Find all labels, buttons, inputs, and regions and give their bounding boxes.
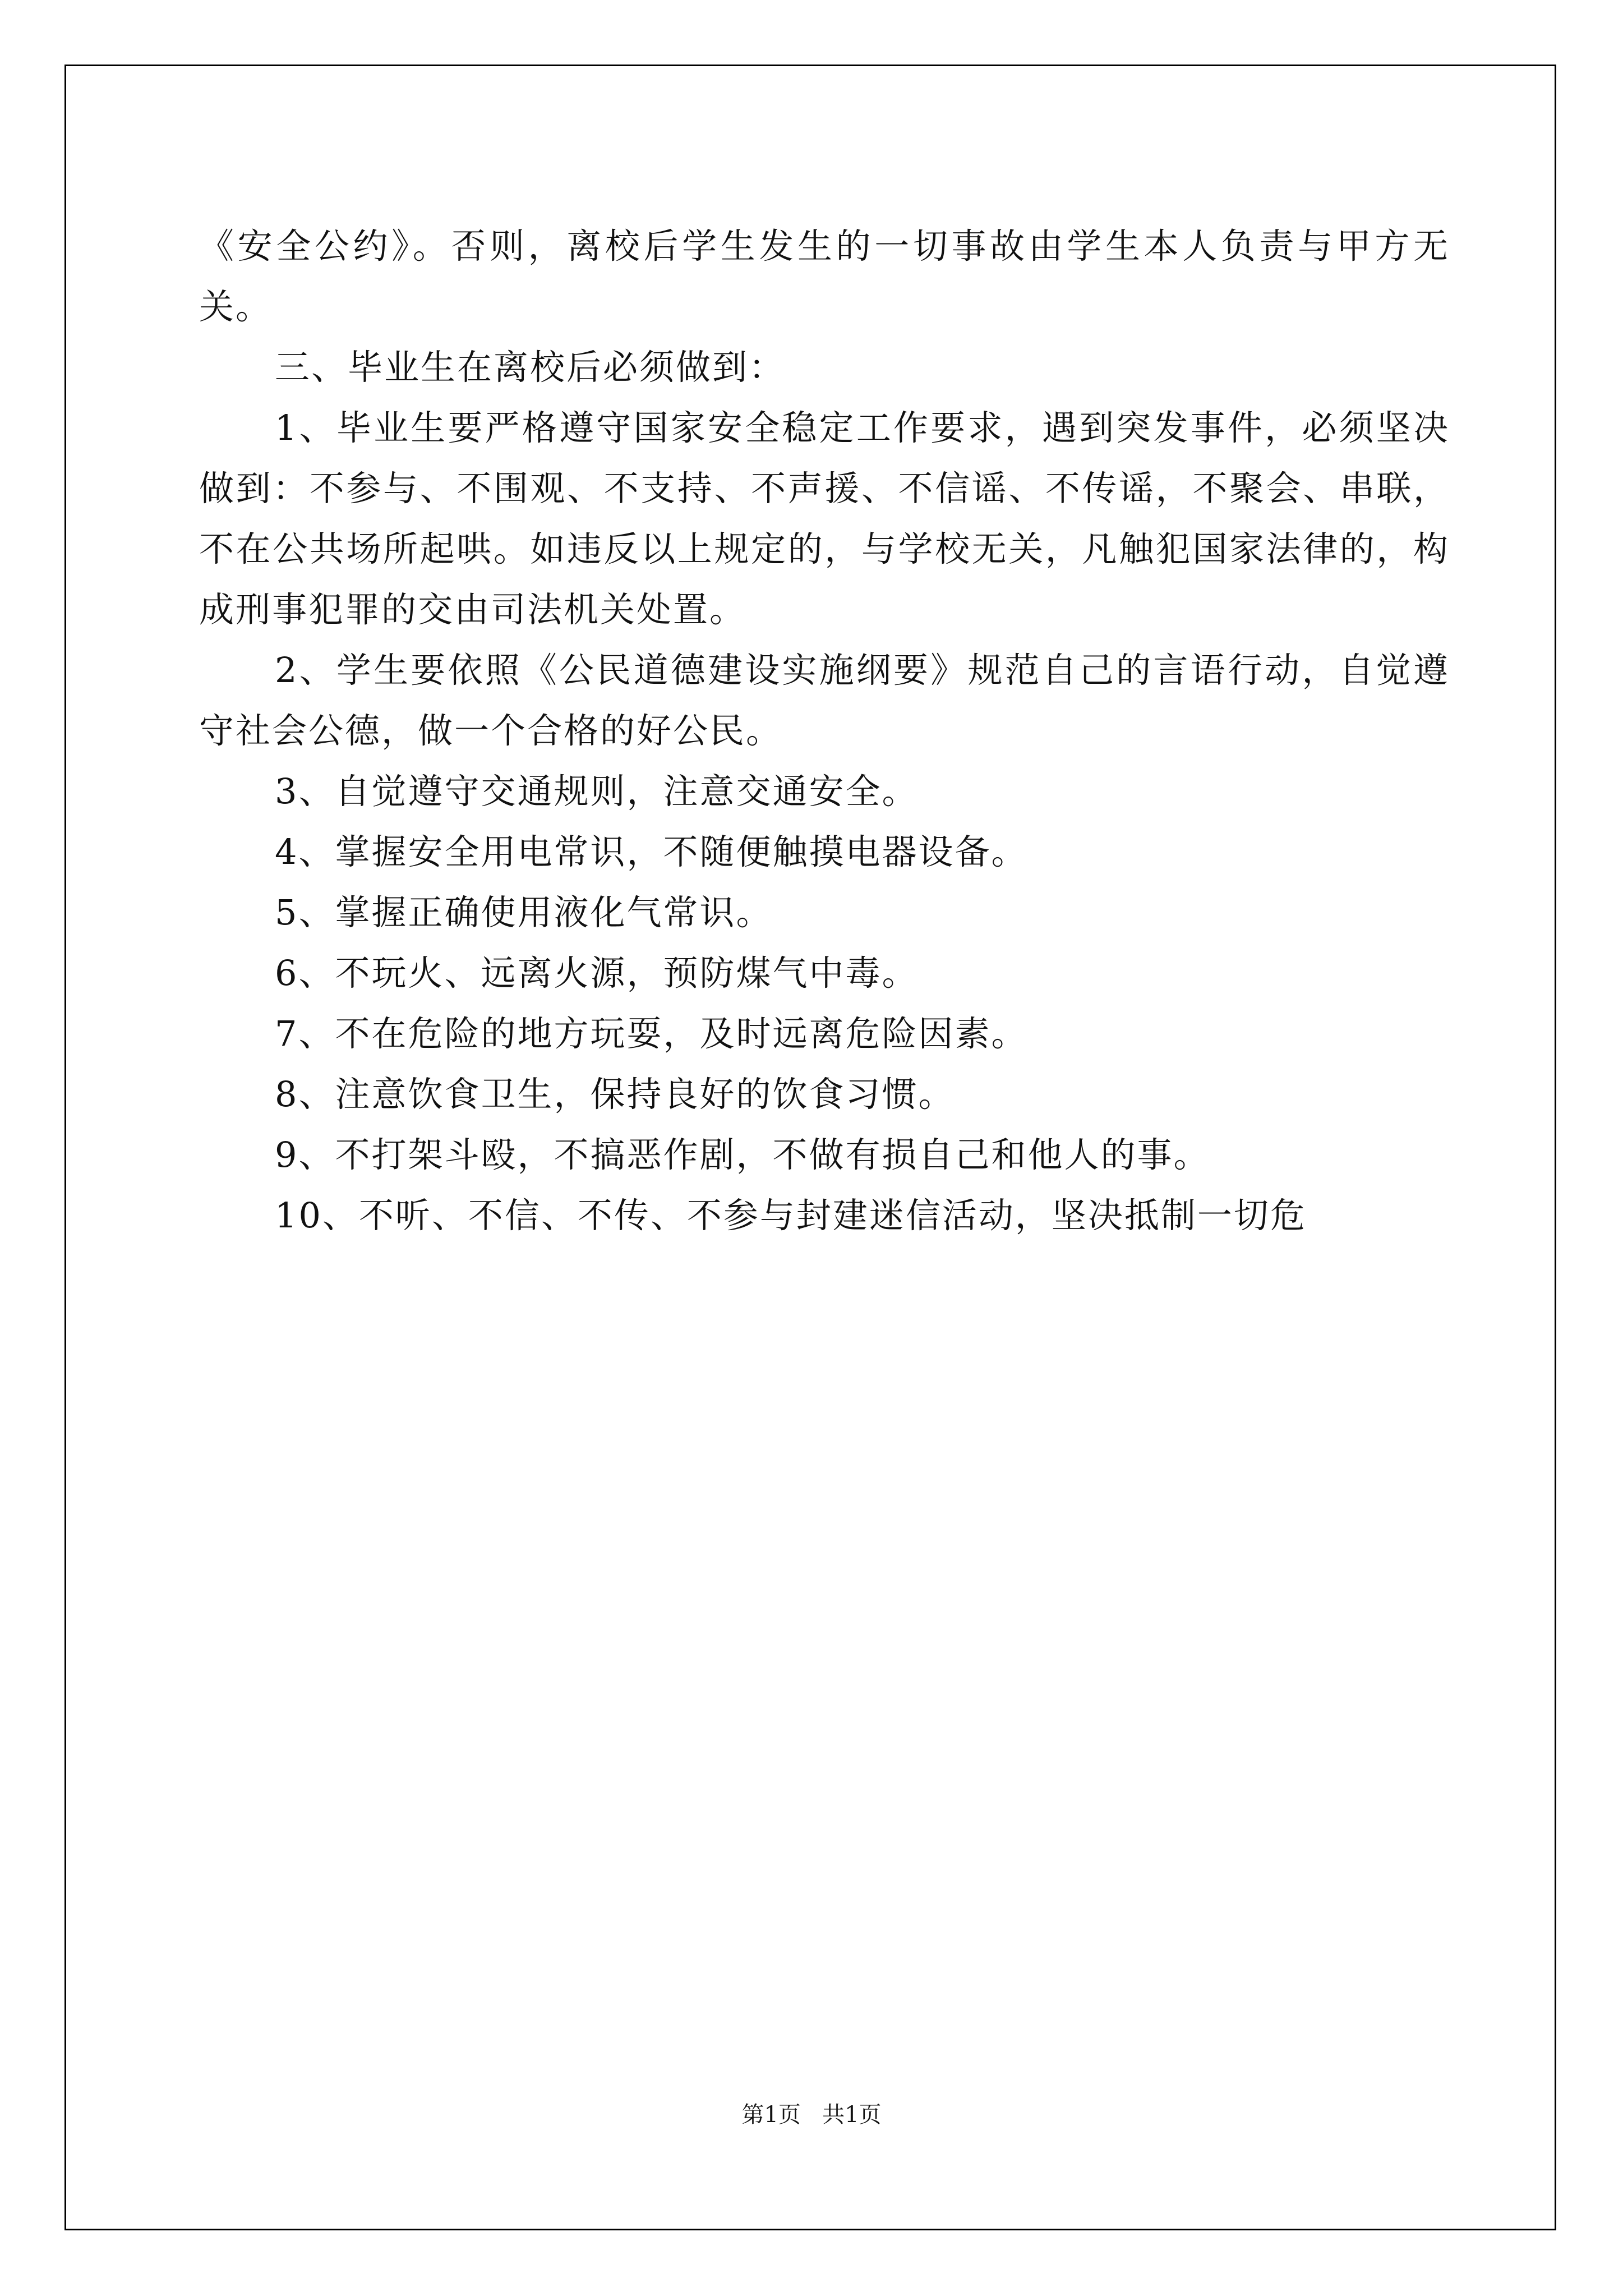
list-item-6: 6、不玩火、远离火源，预防煤气中毒。 [275, 953, 919, 993]
page-footer [0, 2097, 1623, 2129]
list-item-5: 5、掌握正确使用液化气常识。 [275, 892, 773, 933]
paragraph-continuation: 《安全公约》。否则，离校后学生发生的一切事故由学生本人负责与甲方无关。 [199, 226, 1450, 327]
list-item-2: 2、学生要依照《公民道德建设实施纲要》规范自己的言语行动，自觉遵守社会公德，做一个合格的好公民。 [199, 650, 1450, 751]
list-item-4: 4、掌握安全用电常识，不随便触摸电器设备。 [275, 831, 1028, 872]
page-number: 第1页 [741, 2102, 801, 2128]
section-heading: 三、毕业生在离校后必须做到： [275, 347, 786, 388]
list-item-7: 7、不在危险的地方玩耍，及时远离危险因素。 [275, 1013, 1028, 1054]
list-item-10: 10、不听、不信、不传、不参与封建迷信活动，坚决抵制一切危 [275, 1195, 1307, 1236]
page-total: 共1页 [822, 2102, 882, 2128]
list-item-8: 8、注意饮食卫生，保持良好的饮食习惯。 [275, 1074, 955, 1115]
list-item-1: 1、毕业生要严格遵守国家安全稳定工作要求，遇到突发事件，必须坚决做到：不参与、不围观、不支持、不声援、不信谣、不传谣，不聚会、串联，不在公共场所起哄。如违反以上规定的，与学校无关，凡触犯国家法律的，构成刑事犯罪的交由司法机关处置。 [199, 407, 1450, 630]
list-item-9: 9、不打架斗殴，不搞恶作剧，不做有损自己和他人的事。 [275, 1134, 1210, 1175]
document-body [199, 216, 1450, 1246]
list-item-3: 3、自觉遵守交通规则，注意交通安全。 [275, 771, 919, 812]
